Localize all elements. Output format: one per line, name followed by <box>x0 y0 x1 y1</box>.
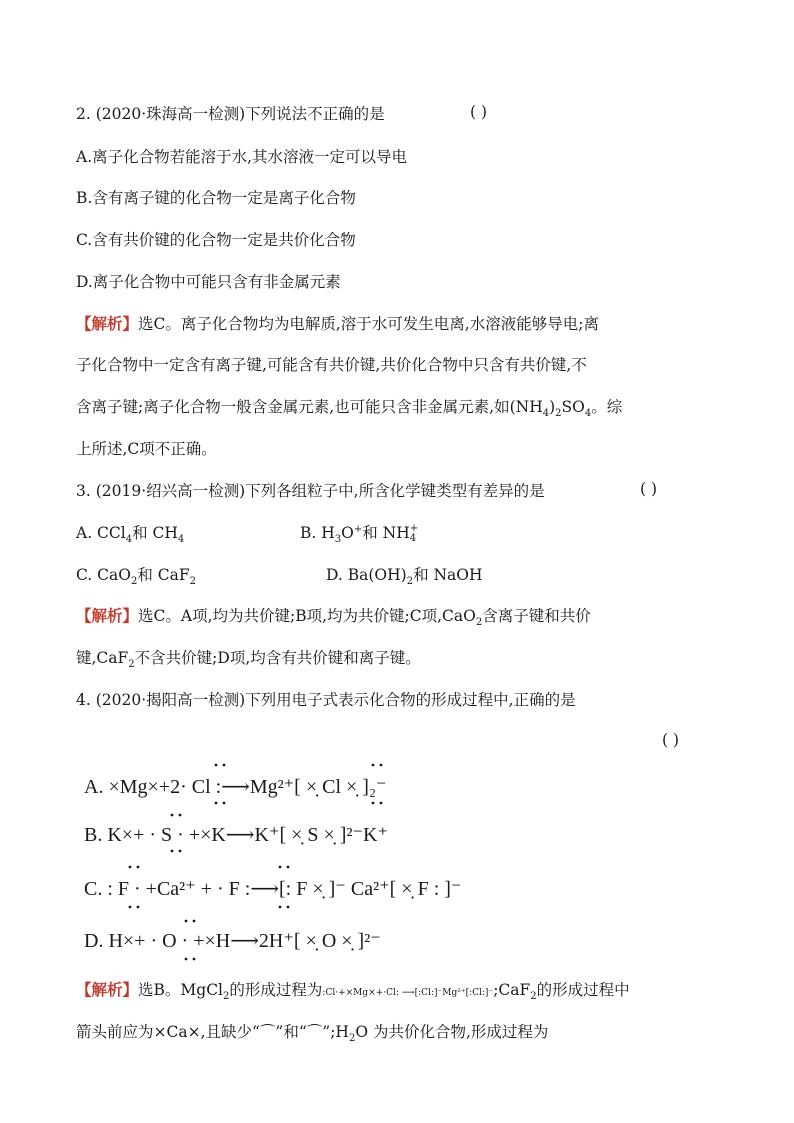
q2-analysis-line-2: 子化合物中一定含有离子键,可能含有共价键,共价化合物中只含有共价键,不 <box>76 356 587 374</box>
q4-analysis-line-1: 【解析】选B。MgCl$_2$的形成过程为:Cl·+×Mg×+·Cl: ⟶[:Cl:]⁻Mg²⁺[:Cl:]⁻;CaF$_2$的形成过程中 <box>76 981 630 1003</box>
q2-analysis-line-1: 【解析】选C。离子化合物均为电解质,溶于水可发生电离,水溶液能够导电;离 <box>76 315 599 333</box>
analysis-tag: 【解析】 <box>76 981 139 999</box>
q2-option-c: C.含有共价键的化合物一定是共价化合物 <box>76 231 356 249</box>
q3-option-a: A. CCl$_4$和 $CH_4$ <box>76 524 185 546</box>
q4-analysis-line-2: 箭头前应为×Ca×,且缺少“⌒”和“$⌒”;H_2O$ 为共价化合物,形成过程为 <box>76 1023 549 1045</box>
q2-analysis-line-3: 含离子键;离子化合物一般含金属元素,也可能只含非金属元素,如$(NH_4)_2SO_4$。综 <box>76 398 623 420</box>
q2-analysis-line-4: 上所述,C项不正确。 <box>76 440 217 458</box>
q2-stem: 2. (2020·珠海高一检测)下列说法不正确的是 <box>76 105 385 123</box>
q4-answer-paren: ( ) <box>662 731 680 749</box>
q3-stem: 3. (2019·绍兴高一检测)下列各组粒子中,所含化学键类型有差异的是 <box>76 482 545 500</box>
q4-option-d-figure: D. H×+ · O · +×H⟶2H⁺[ ×̣ O ×̣ ]²⁻ <box>84 930 381 952</box>
q2-answer-paren: ( ) <box>470 103 488 121</box>
mgcl2-formation-formula: :Cl·+×Mg×+·Cl: ⟶[:Cl:]⁻Mg²⁺[:Cl:]⁻ <box>322 988 494 998</box>
q2-option-d: D.离子化合物中可能只含有非金属元素 <box>76 273 341 291</box>
q4-option-a-figure: A. ×Mg×+2· Cl :⟶Mg²⁺[ ×̣ Cl ×̣ ]₂⁻ <box>84 776 387 798</box>
q3-option-b: B. $H_3O^+$和 NH+ 4 <box>300 523 419 546</box>
q3-analysis-line-2: 键,CaF$_2$不含共价键;D项,均含有共价键和离子键。 <box>76 649 421 671</box>
q4-option-b-figure: B. K×+ · S · +×K⟶K⁺[ ×̣ S ×̣ ]²⁻K⁺ <box>84 824 389 846</box>
q3-answer-paren: ( ) <box>640 480 658 498</box>
q4-stem: 4. (2020·揭阳高一检测)下列用电子式表示化合物的形成过程中,正确的是 <box>76 691 576 709</box>
analysis-tag: 【解析】 <box>76 315 139 333</box>
q3-option-d: D. $Ba(OH)_2$和 NaOH <box>326 566 483 588</box>
analysis-tag: 【解析】 <box>76 607 139 625</box>
q2-option-b: B.含有离子键的化合物一定是离子化合物 <box>76 189 356 207</box>
q2-option-a: A.离子化合物若能溶于水,其水溶液一定可以导电 <box>76 148 408 166</box>
q3-analysis-line-1: 【解析】选C。A项,均为共价键;B项,均为共价键;C项,CaO$_2$含离子键和共价 <box>76 607 591 629</box>
q3-option-c: C. CaO$_2$和 CaF$_2$ <box>76 566 197 588</box>
q4-option-c-figure: C. : F · +Ca²⁺ + · F :⟶[: F ×̣ ]⁻ Ca²⁺[ ×̣ F : ]⁻ <box>84 878 462 900</box>
